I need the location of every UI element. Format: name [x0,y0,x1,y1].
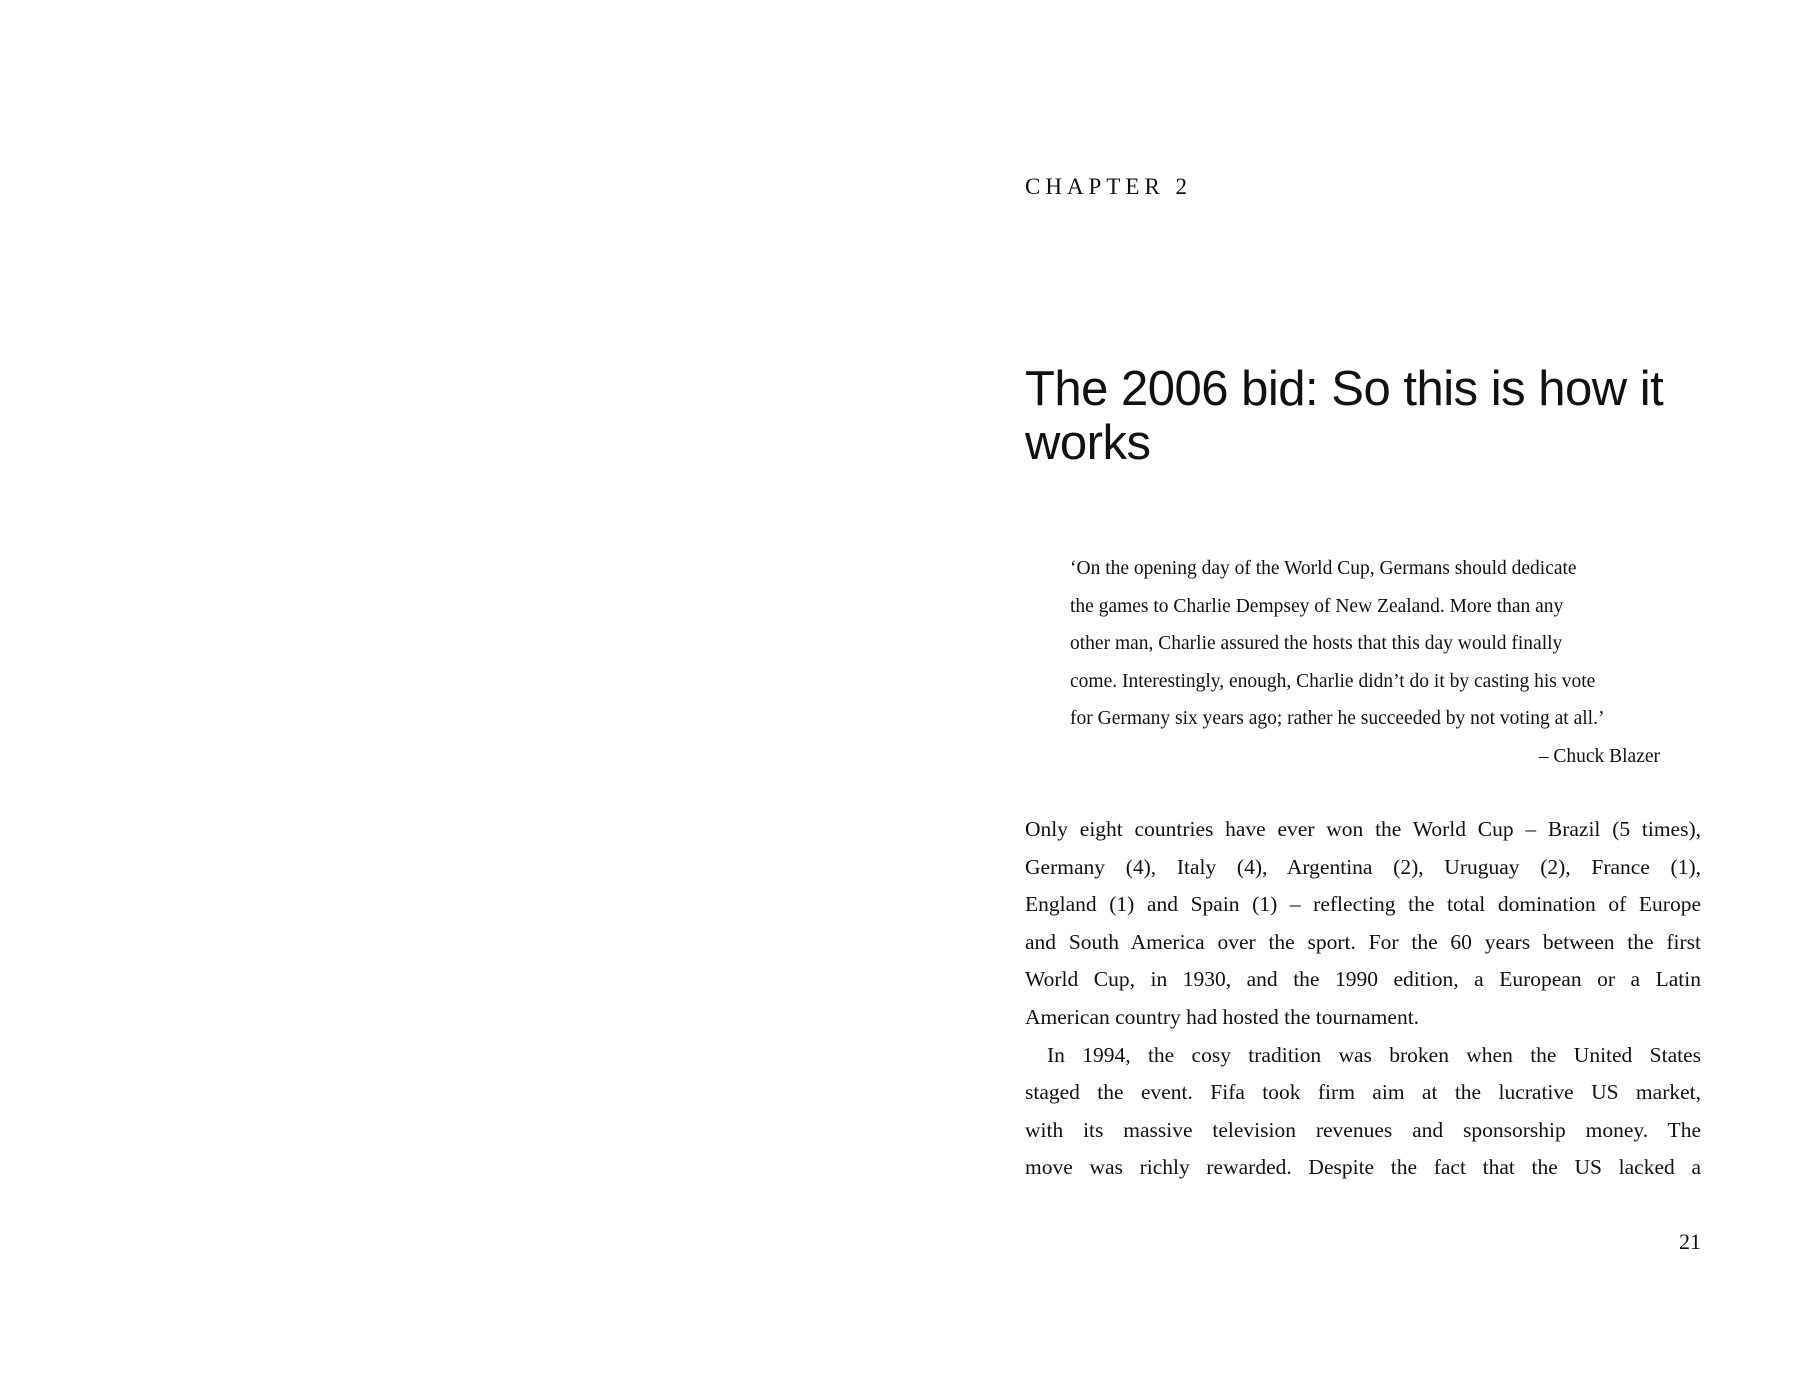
epigraph-line: for Germany six years ago; rather he succeeded by not voting at all.’ [1070,708,1605,730]
body-line: In 1994, the cosy tradition was broken when the United States [1047,1042,1701,1067]
chapter-title [1025,362,1665,470]
chapter-title-line-2: works [1025,416,1151,470]
body-line: and South America over the sport. For the 60 years between the first [1025,929,1701,954]
body-line: Germany (4), Italy (4), Argentina (2), Uruguay (2), France (1), [1025,854,1701,879]
chapter-label: CHAPTER 2 [1025,174,1193,199]
body-line: staged the event. Fifa took firm aim at the lucrative US market, [1025,1080,1701,1105]
epigraph-line: ‘On the opening day of the World Cup, Germans should dedicate [1070,558,1577,579]
right-page [900,0,1800,1376]
body-line: with its massive television revenues and sponsorship money. The [1025,1117,1701,1142]
paragraph-2 [1025,1037,1701,1187]
body-line: Only eight countries have ever won the World Cup – Brazil (5 times), [1025,817,1701,841]
epigraph-line: other man, Charlie assured the hosts that this day would finally [1070,633,1563,655]
epigraph-quote [1070,550,1660,776]
body-line: move was richly rewarded. Despite the fact that the US lacked a [1025,1155,1701,1180]
body-line: American country had hosted the tournament. [1025,1004,1420,1029]
epigraph-attribution: – Chuck Blazer [1538,745,1660,767]
paragraph-1 [1025,811,1701,1037]
body-line: England (1) and Spain (1) – reflecting the total domination of Europe [1025,892,1701,917]
epigraph-line: the games to Charlie Dempsey of New Zealand. More than any [1070,595,1564,617]
body-line: World Cup, in 1930, and the 1990 edition, a European or a Latin [1025,967,1701,992]
page-number: 21 [1679,1229,1701,1254]
epigraph-line: come. Interestingly, enough, Charlie didn’t do it by casting his vote [1070,670,1596,692]
chapter-title-line-1: The 2006 bid: So this is how it [1025,362,1664,416]
body-text [1025,811,1701,1187]
